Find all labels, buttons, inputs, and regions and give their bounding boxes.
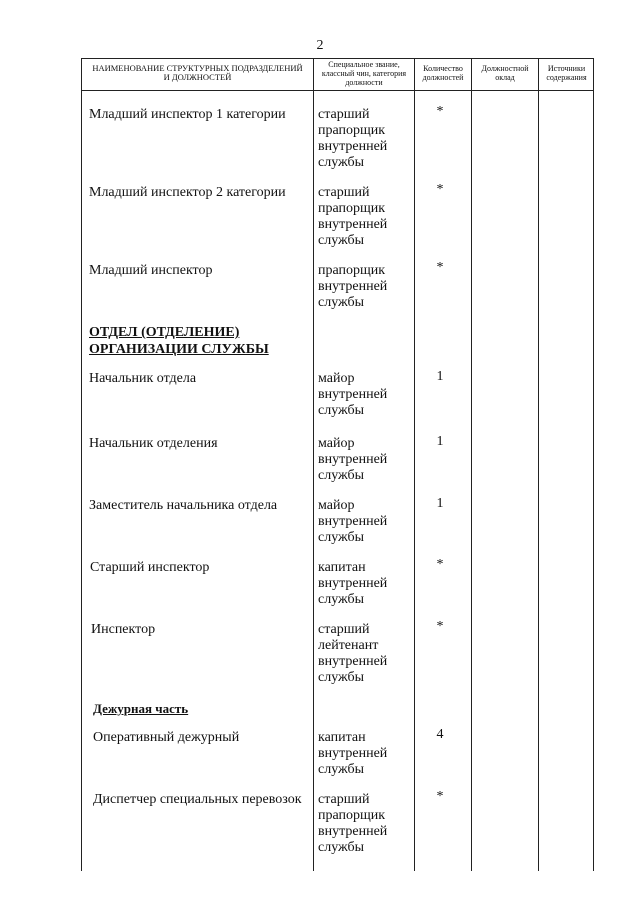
- table-column-divider: [471, 58, 472, 871]
- count-value: *: [436, 182, 444, 197]
- position-name: Диспетчер специальных перевозок: [93, 792, 302, 807]
- position-name: Заместитель начальника отдела: [89, 498, 278, 513]
- count-value: 1: [436, 434, 444, 449]
- subsection-title: Дежурная часть: [93, 701, 189, 716]
- rank-text: капитан внутренней службы: [318, 560, 388, 607]
- rank-text: старший лейтенант внутренней службы: [318, 622, 388, 685]
- header-col-salary: Должностной оклад: [481, 64, 529, 82]
- rank-text: старший прапорщик внутренней службы: [318, 107, 388, 170]
- count-value: *: [436, 557, 444, 572]
- count-value: 4: [436, 727, 444, 742]
- count-value: 1: [436, 369, 444, 384]
- table-column-divider: [414, 58, 415, 871]
- table-border-left: [81, 58, 82, 871]
- rank-text: майор внутренней службы: [318, 498, 388, 545]
- rank-text: майор внутренней службы: [318, 436, 388, 483]
- position-name: Инспектор: [91, 622, 156, 637]
- table-top-rule: [81, 58, 594, 59]
- header-col-positions: НАИМЕНОВАНИЕ СТРУКТУРНЫХ ПОДРАЗДЕЛЕНИЙ И ДОЛЖНОСТЕЙ: [92, 63, 303, 82]
- section-title: ОТДЕЛ (ОТДЕЛЕНИЕ) ОРГАНИЗАЦИИ СЛУЖБЫ: [89, 325, 269, 357]
- position-name: Оперативный дежурный: [93, 730, 240, 745]
- page-number: 2: [316, 38, 324, 53]
- count-value: *: [436, 104, 444, 119]
- count-value: *: [436, 789, 444, 804]
- rank-text: майор внутренней службы: [318, 371, 388, 418]
- rank-text: капитан внутренней службы: [318, 730, 388, 777]
- rank-text: старший прапорщик внутренней службы: [318, 185, 388, 248]
- count-value: 1: [436, 496, 444, 511]
- position-name: Младший инспектор: [89, 263, 213, 278]
- table-header-rule: [81, 90, 594, 91]
- position-name: Начальник отделения: [89, 436, 218, 451]
- count-value: *: [436, 260, 444, 275]
- rank-text: старший прапорщик внутренней службы: [318, 792, 388, 855]
- table-column-divider: [538, 58, 539, 871]
- table-border-right: [593, 58, 594, 871]
- header-col-count: Количество должностей: [422, 64, 464, 82]
- position-name: Младший инспектор 1 категории: [89, 107, 286, 122]
- table-column-divider: [313, 58, 314, 871]
- count-value: *: [436, 619, 444, 634]
- rank-text: прапорщик внутренней службы: [318, 263, 388, 310]
- header-col-source: Источники содержания: [546, 64, 587, 82]
- position-name: Старший инспектор: [90, 560, 210, 575]
- header-col-rank: Специальное звание, классный чин, категория должности: [321, 60, 407, 87]
- position-name: Младший инспектор 2 категории: [89, 185, 286, 200]
- position-name: Начальник отдела: [89, 371, 197, 386]
